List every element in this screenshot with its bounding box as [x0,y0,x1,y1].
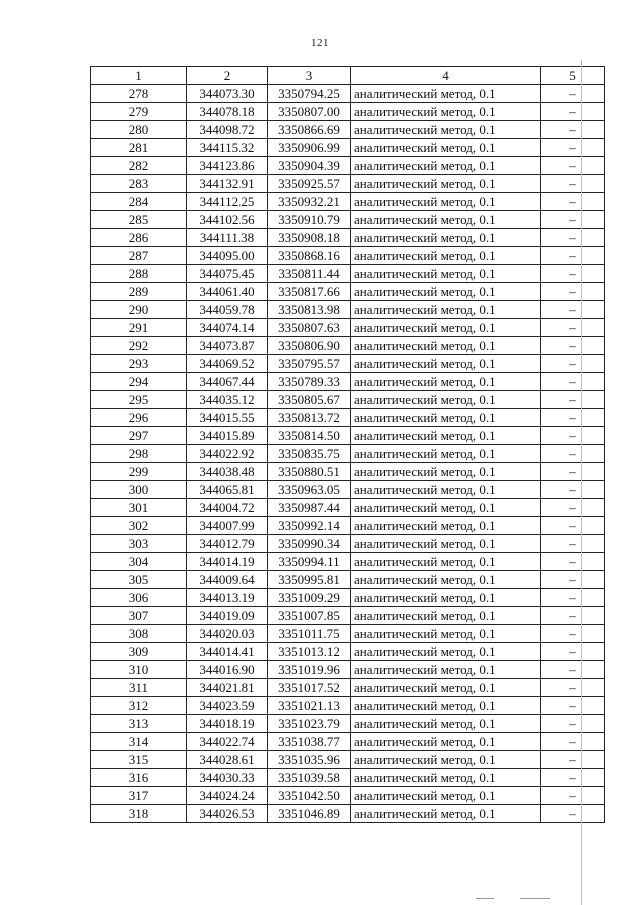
method-cell: аналитический метод, 0.1 [351,661,541,679]
x-coordinate-cell: 344026.53 [187,805,268,823]
table-row [91,103,605,121]
table-row [91,409,605,427]
y-coordinate-cell: 3350868.16 [268,247,351,265]
table-row [91,589,605,607]
note-cell: – [541,697,605,715]
row-number-cell: 288 [91,265,187,283]
y-coordinate-cell: 3350880.51 [268,463,351,481]
y-coordinate-cell: 3350904.39 [268,157,351,175]
y-coordinate-cell: 3350806.90 [268,337,351,355]
x-coordinate-cell: 344067.44 [187,373,268,391]
table-row [91,229,605,247]
row-number-cell: 282 [91,157,187,175]
row-number-cell: 287 [91,247,187,265]
row-number-cell: 300 [91,481,187,499]
method-cell: аналитический метод, 0.1 [351,553,541,571]
x-coordinate-cell: 344012.79 [187,535,268,553]
method-cell: аналитический метод, 0.1 [351,391,541,409]
method-cell: аналитический метод, 0.1 [351,355,541,373]
x-coordinate-cell: 344022.74 [187,733,268,751]
y-coordinate-cell: 3350835.75 [268,445,351,463]
row-number-cell: 308 [91,625,187,643]
method-cell: аналитический метод, 0.1 [351,697,541,715]
table-row [91,301,605,319]
y-coordinate-cell: 3351023.79 [268,715,351,733]
row-number-cell: 303 [91,535,187,553]
note-cell: – [541,193,605,211]
y-coordinate-cell: 3351013.12 [268,643,351,661]
method-cell: аналитический метод, 0.1 [351,427,541,445]
note-cell: – [541,247,605,265]
row-number-cell: 314 [91,733,187,751]
table-row [91,247,605,265]
x-coordinate-cell: 344019.09 [187,607,268,625]
scan-edge-line [581,60,582,905]
method-cell: аналитический метод, 0.1 [351,787,541,805]
method-cell: аналитический метод, 0.1 [351,517,541,535]
table-row [91,787,605,805]
y-coordinate-cell: 3351042.50 [268,787,351,805]
method-cell: аналитический метод, 0.1 [351,751,541,769]
note-cell: – [541,661,605,679]
column-header-2: 2 [187,67,268,85]
note-cell: – [541,229,605,247]
table-row [91,661,605,679]
table-row [91,517,605,535]
x-coordinate-cell: 344016.90 [187,661,268,679]
y-coordinate-cell: 3350932.21 [268,193,351,211]
coordinates-table [90,66,605,823]
method-cell: аналитический метод, 0.1 [351,805,541,823]
method-cell: аналитический метод, 0.1 [351,499,541,517]
y-coordinate-cell: 3351046.89 [268,805,351,823]
note-cell: – [541,85,605,103]
x-coordinate-cell: 344069.52 [187,355,268,373]
note-cell: – [541,535,605,553]
method-cell: аналитический метод, 0.1 [351,409,541,427]
note-cell: – [541,769,605,787]
x-coordinate-cell: 344115.32 [187,139,268,157]
note-cell: – [541,517,605,535]
note-cell: – [541,103,605,121]
note-cell: – [541,355,605,373]
row-number-cell: 293 [91,355,187,373]
x-coordinate-cell: 344004.72 [187,499,268,517]
y-coordinate-cell: 3350990.34 [268,535,351,553]
y-coordinate-cell: 3350789.33 [268,373,351,391]
note-cell: – [541,571,605,589]
row-number-cell: 304 [91,553,187,571]
note-cell: – [541,445,605,463]
method-cell: аналитический метод, 0.1 [351,85,541,103]
table-row [91,553,605,571]
y-coordinate-cell: 3350807.63 [268,319,351,337]
method-cell: аналитический метод, 0.1 [351,175,541,193]
x-coordinate-cell: 344021.81 [187,679,268,697]
row-number-cell: 306 [91,589,187,607]
x-coordinate-cell: 344111.38 [187,229,268,247]
row-number-cell: 309 [91,643,187,661]
note-cell: – [541,643,605,661]
y-coordinate-cell: 3350817.66 [268,283,351,301]
method-cell: аналитический метод, 0.1 [351,247,541,265]
note-cell: – [541,751,605,769]
note-cell: – [541,157,605,175]
method-cell: аналитический метод, 0.1 [351,607,541,625]
row-number-cell: 316 [91,769,187,787]
y-coordinate-cell: 3350807.00 [268,103,351,121]
note-cell: – [541,283,605,301]
method-cell: аналитический метод, 0.1 [351,769,541,787]
method-cell: аналитический метод, 0.1 [351,319,541,337]
table-row [91,445,605,463]
y-coordinate-cell: 3351009.29 [268,589,351,607]
method-cell: аналитический метод, 0.1 [351,535,541,553]
x-coordinate-cell: 344014.19 [187,553,268,571]
row-number-cell: 299 [91,463,187,481]
method-cell: аналитический метод, 0.1 [351,625,541,643]
y-coordinate-cell: 3350814.50 [268,427,351,445]
method-cell: аналитический метод, 0.1 [351,139,541,157]
method-cell: аналитический метод, 0.1 [351,589,541,607]
table-row [91,625,605,643]
note-cell: – [541,121,605,139]
row-number-cell: 307 [91,607,187,625]
table-row [91,355,605,373]
table-row [91,679,605,697]
x-coordinate-cell: 344095.00 [187,247,268,265]
row-number-cell: 301 [91,499,187,517]
note-cell: – [541,805,605,823]
x-coordinate-cell: 344102.56 [187,211,268,229]
x-coordinate-cell: 344013.19 [187,589,268,607]
method-cell: аналитический метод, 0.1 [351,283,541,301]
note-cell: – [541,625,605,643]
scan-mark [476,898,494,899]
table-row [91,265,605,283]
method-cell: аналитический метод, 0.1 [351,643,541,661]
row-number-cell: 292 [91,337,187,355]
table-row [91,337,605,355]
y-coordinate-cell: 3350987.44 [268,499,351,517]
table-row [91,463,605,481]
note-cell: – [541,265,605,283]
y-coordinate-cell: 3350794.25 [268,85,351,103]
table-row [91,607,605,625]
method-cell: аналитический метод, 0.1 [351,571,541,589]
row-number-cell: 291 [91,319,187,337]
y-coordinate-cell: 3350995.81 [268,571,351,589]
method-cell: аналитический метод, 0.1 [351,103,541,121]
table-row [91,175,605,193]
x-coordinate-cell: 344059.78 [187,301,268,319]
note-cell: – [541,211,605,229]
y-coordinate-cell: 3350908.18 [268,229,351,247]
table-row [91,427,605,445]
note-cell: – [541,679,605,697]
row-number-cell: 278 [91,85,187,103]
x-coordinate-cell: 344065.81 [187,481,268,499]
note-cell: – [541,319,605,337]
x-coordinate-cell: 344078.18 [187,103,268,121]
scan-mark [520,898,550,899]
method-cell: аналитический метод, 0.1 [351,229,541,247]
method-cell: аналитический метод, 0.1 [351,733,541,751]
table-row [91,157,605,175]
note-cell: – [541,589,605,607]
note-cell: – [541,409,605,427]
table-row [91,373,605,391]
method-cell: аналитический метод, 0.1 [351,301,541,319]
method-cell: аналитический метод, 0.1 [351,481,541,499]
column-header-1: 1 [91,67,187,85]
column-header-3: 3 [268,67,351,85]
note-cell: – [541,463,605,481]
table-row [91,715,605,733]
row-number-cell: 294 [91,373,187,391]
x-coordinate-cell: 344098.72 [187,121,268,139]
page-number: 121 [311,37,329,49]
x-coordinate-cell: 344023.59 [187,697,268,715]
row-number-cell: 290 [91,301,187,319]
y-coordinate-cell: 3351035.96 [268,751,351,769]
row-number-cell: 296 [91,409,187,427]
table-header-row [91,67,605,85]
x-coordinate-cell: 344009.64 [187,571,268,589]
y-coordinate-cell: 3350910.79 [268,211,351,229]
y-coordinate-cell: 3351017.52 [268,679,351,697]
y-coordinate-cell: 3350813.98 [268,301,351,319]
table-row [91,391,605,409]
y-coordinate-cell: 3350925.57 [268,175,351,193]
table-row [91,193,605,211]
note-cell: – [541,427,605,445]
x-coordinate-cell: 344074.14 [187,319,268,337]
table-row [91,283,605,301]
table-row [91,535,605,553]
note-cell: – [541,139,605,157]
x-coordinate-cell: 344014.41 [187,643,268,661]
x-coordinate-cell: 344015.55 [187,409,268,427]
x-coordinate-cell: 344075.45 [187,265,268,283]
y-coordinate-cell: 3351021.13 [268,697,351,715]
method-cell: аналитический метод, 0.1 [351,211,541,229]
note-cell: – [541,553,605,571]
table-row [91,139,605,157]
row-number-cell: 285 [91,211,187,229]
row-number-cell: 305 [91,571,187,589]
row-number-cell: 281 [91,139,187,157]
y-coordinate-cell: 3350866.69 [268,121,351,139]
y-coordinate-cell: 3351007.85 [268,607,351,625]
y-coordinate-cell: 3350994.11 [268,553,351,571]
row-number-cell: 289 [91,283,187,301]
row-number-cell: 302 [91,517,187,535]
method-cell: аналитический метод, 0.1 [351,265,541,283]
row-number-cell: 311 [91,679,187,697]
row-number-cell: 310 [91,661,187,679]
note-cell: – [541,373,605,391]
table-row [91,643,605,661]
note-cell: – [541,391,605,409]
table-row [91,319,605,337]
row-number-cell: 318 [91,805,187,823]
note-cell: – [541,733,605,751]
x-coordinate-cell: 344038.48 [187,463,268,481]
x-coordinate-cell: 344024.24 [187,787,268,805]
x-coordinate-cell: 344061.40 [187,283,268,301]
method-cell: аналитический метод, 0.1 [351,679,541,697]
column-header-5: 5 [541,67,605,85]
method-cell: аналитический метод, 0.1 [351,337,541,355]
y-coordinate-cell: 3350811.44 [268,265,351,283]
y-coordinate-cell: 3350963.05 [268,481,351,499]
y-coordinate-cell: 3350992.14 [268,517,351,535]
method-cell: аналитический метод, 0.1 [351,373,541,391]
column-header-4: 4 [351,67,541,85]
x-coordinate-cell: 344035.12 [187,391,268,409]
x-coordinate-cell: 344132.91 [187,175,268,193]
note-cell: – [541,481,605,499]
x-coordinate-cell: 344073.30 [187,85,268,103]
row-number-cell: 279 [91,103,187,121]
row-number-cell: 312 [91,697,187,715]
note-cell: – [541,301,605,319]
y-coordinate-cell: 3350805.67 [268,391,351,409]
row-number-cell: 315 [91,751,187,769]
method-cell: аналитический метод, 0.1 [351,121,541,139]
row-number-cell: 295 [91,391,187,409]
table-row [91,85,605,103]
note-cell: – [541,337,605,355]
x-coordinate-cell: 344015.89 [187,427,268,445]
note-cell: – [541,607,605,625]
method-cell: аналитический метод, 0.1 [351,445,541,463]
row-number-cell: 313 [91,715,187,733]
y-coordinate-cell: 3351038.77 [268,733,351,751]
note-cell: – [541,499,605,517]
x-coordinate-cell: 344007.99 [187,517,268,535]
x-coordinate-cell: 344112.25 [187,193,268,211]
x-coordinate-cell: 344022.92 [187,445,268,463]
note-cell: – [541,787,605,805]
y-coordinate-cell: 3350795.57 [268,355,351,373]
row-number-cell: 298 [91,445,187,463]
row-number-cell: 284 [91,193,187,211]
x-coordinate-cell: 344028.61 [187,751,268,769]
row-number-cell: 286 [91,229,187,247]
table-row [91,751,605,769]
x-coordinate-cell: 344030.33 [187,769,268,787]
method-cell: аналитический метод, 0.1 [351,157,541,175]
table-body [91,85,605,823]
table-row [91,733,605,751]
row-number-cell: 297 [91,427,187,445]
table-row [91,121,605,139]
method-cell: аналитический метод, 0.1 [351,193,541,211]
table-row [91,211,605,229]
table-row [91,697,605,715]
note-cell: – [541,715,605,733]
note-cell: – [541,175,605,193]
method-cell: аналитический метод, 0.1 [351,463,541,481]
method-cell: аналитический метод, 0.1 [351,715,541,733]
row-number-cell: 280 [91,121,187,139]
table-row [91,769,605,787]
table-row [91,481,605,499]
x-coordinate-cell: 344123.86 [187,157,268,175]
y-coordinate-cell: 3351011.75 [268,625,351,643]
x-coordinate-cell: 344073.87 [187,337,268,355]
y-coordinate-cell: 3351019.96 [268,661,351,679]
table-row [91,571,605,589]
x-coordinate-cell: 344018.19 [187,715,268,733]
x-coordinate-cell: 344020.03 [187,625,268,643]
row-number-cell: 317 [91,787,187,805]
y-coordinate-cell: 3350813.72 [268,409,351,427]
table-row [91,805,605,823]
y-coordinate-cell: 3350906.99 [268,139,351,157]
y-coordinate-cell: 3351039.58 [268,769,351,787]
row-number-cell: 283 [91,175,187,193]
table-row [91,499,605,517]
